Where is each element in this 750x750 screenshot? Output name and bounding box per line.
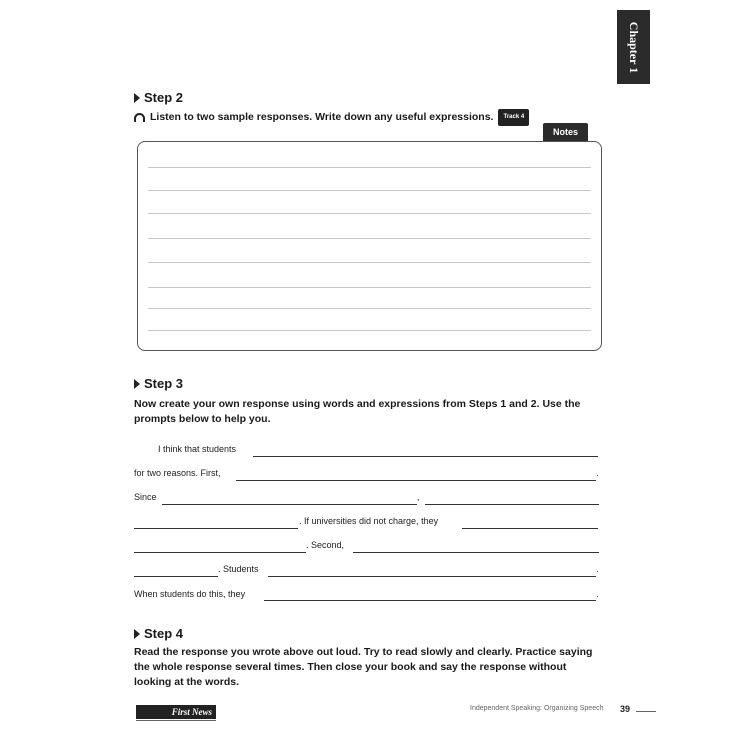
footer-rule bbox=[636, 711, 656, 712]
answer-blank[interactable] bbox=[162, 504, 417, 505]
answer-blank[interactable] bbox=[462, 528, 598, 529]
track-badge[interactable]: Track 4 bbox=[498, 109, 529, 126]
note-line bbox=[148, 190, 591, 191]
note-line bbox=[148, 167, 591, 168]
step4-title: Step 4 bbox=[144, 626, 184, 641]
step4-instruction: Read the response you wrote above out loud. Try to read slowly and clearly. Practice saying the whole response several times. Then close your book and say the response without looking at the words. bbox=[134, 646, 593, 688]
step4-heading bbox=[134, 626, 183, 641]
answer-blank[interactable] bbox=[425, 504, 599, 505]
logo-underline bbox=[136, 720, 216, 721]
note-line bbox=[148, 262, 591, 263]
step3-instruction: Now create your own response using words and expressions from Steps 1 and 2. Use the prompts below to help you. bbox=[134, 398, 581, 425]
note-line bbox=[148, 330, 591, 331]
step3-heading bbox=[134, 376, 183, 391]
prompt-4: . If universities did not charge, they bbox=[299, 516, 439, 526]
page-number: 39 bbox=[620, 704, 631, 714]
logo-text: First News bbox=[171, 707, 212, 717]
answer-blank[interactable] bbox=[264, 600, 596, 601]
chapter-tab-label: Chapter 1 bbox=[627, 21, 642, 73]
publisher-logo bbox=[136, 705, 216, 719]
notes-box[interactable] bbox=[137, 141, 602, 351]
prompt-1: I think that students bbox=[158, 444, 237, 454]
answer-blank[interactable] bbox=[236, 480, 596, 481]
step2-instruction: Listen to two sample responses. Write down any useful expressions. bbox=[150, 111, 494, 123]
answer-blank[interactable] bbox=[353, 552, 599, 553]
answer-blank[interactable] bbox=[253, 456, 598, 457]
note-line bbox=[148, 238, 591, 239]
prompt-2-end: . bbox=[596, 468, 599, 478]
note-line bbox=[148, 308, 591, 309]
triangle-bullet-icon bbox=[134, 379, 140, 389]
notes-tab: Notes bbox=[543, 123, 588, 141]
prompt-7-end: . bbox=[596, 589, 599, 599]
answer-blank[interactable] bbox=[268, 576, 596, 577]
prompt-6-end: . bbox=[596, 564, 599, 574]
prompt-6: . Students bbox=[218, 564, 259, 574]
triangle-bullet-icon bbox=[134, 629, 140, 639]
answer-blank[interactable] bbox=[134, 528, 298, 529]
prompt-3-comma: , bbox=[417, 492, 420, 502]
prompt-5: . Second, bbox=[306, 540, 345, 550]
triangle-bullet-icon bbox=[134, 93, 140, 103]
step2-instruction-row bbox=[134, 109, 529, 126]
answer-blank[interactable] bbox=[134, 576, 218, 577]
step3-title: Step 3 bbox=[144, 376, 184, 391]
headphones-icon bbox=[134, 113, 145, 122]
note-line bbox=[148, 213, 591, 214]
prompt-2: for two reasons. First, bbox=[134, 468, 221, 478]
prompt-3: Since bbox=[134, 492, 157, 502]
answer-blank[interactable] bbox=[134, 552, 306, 553]
footer-section: Independent Speaking: Organizing Speech bbox=[470, 705, 604, 712]
chapter-tab bbox=[617, 10, 650, 84]
step2-heading bbox=[134, 90, 183, 105]
prompt-7: When students do this, they bbox=[134, 589, 246, 599]
step2-title: Step 2 bbox=[144, 90, 184, 105]
note-line bbox=[148, 287, 591, 288]
